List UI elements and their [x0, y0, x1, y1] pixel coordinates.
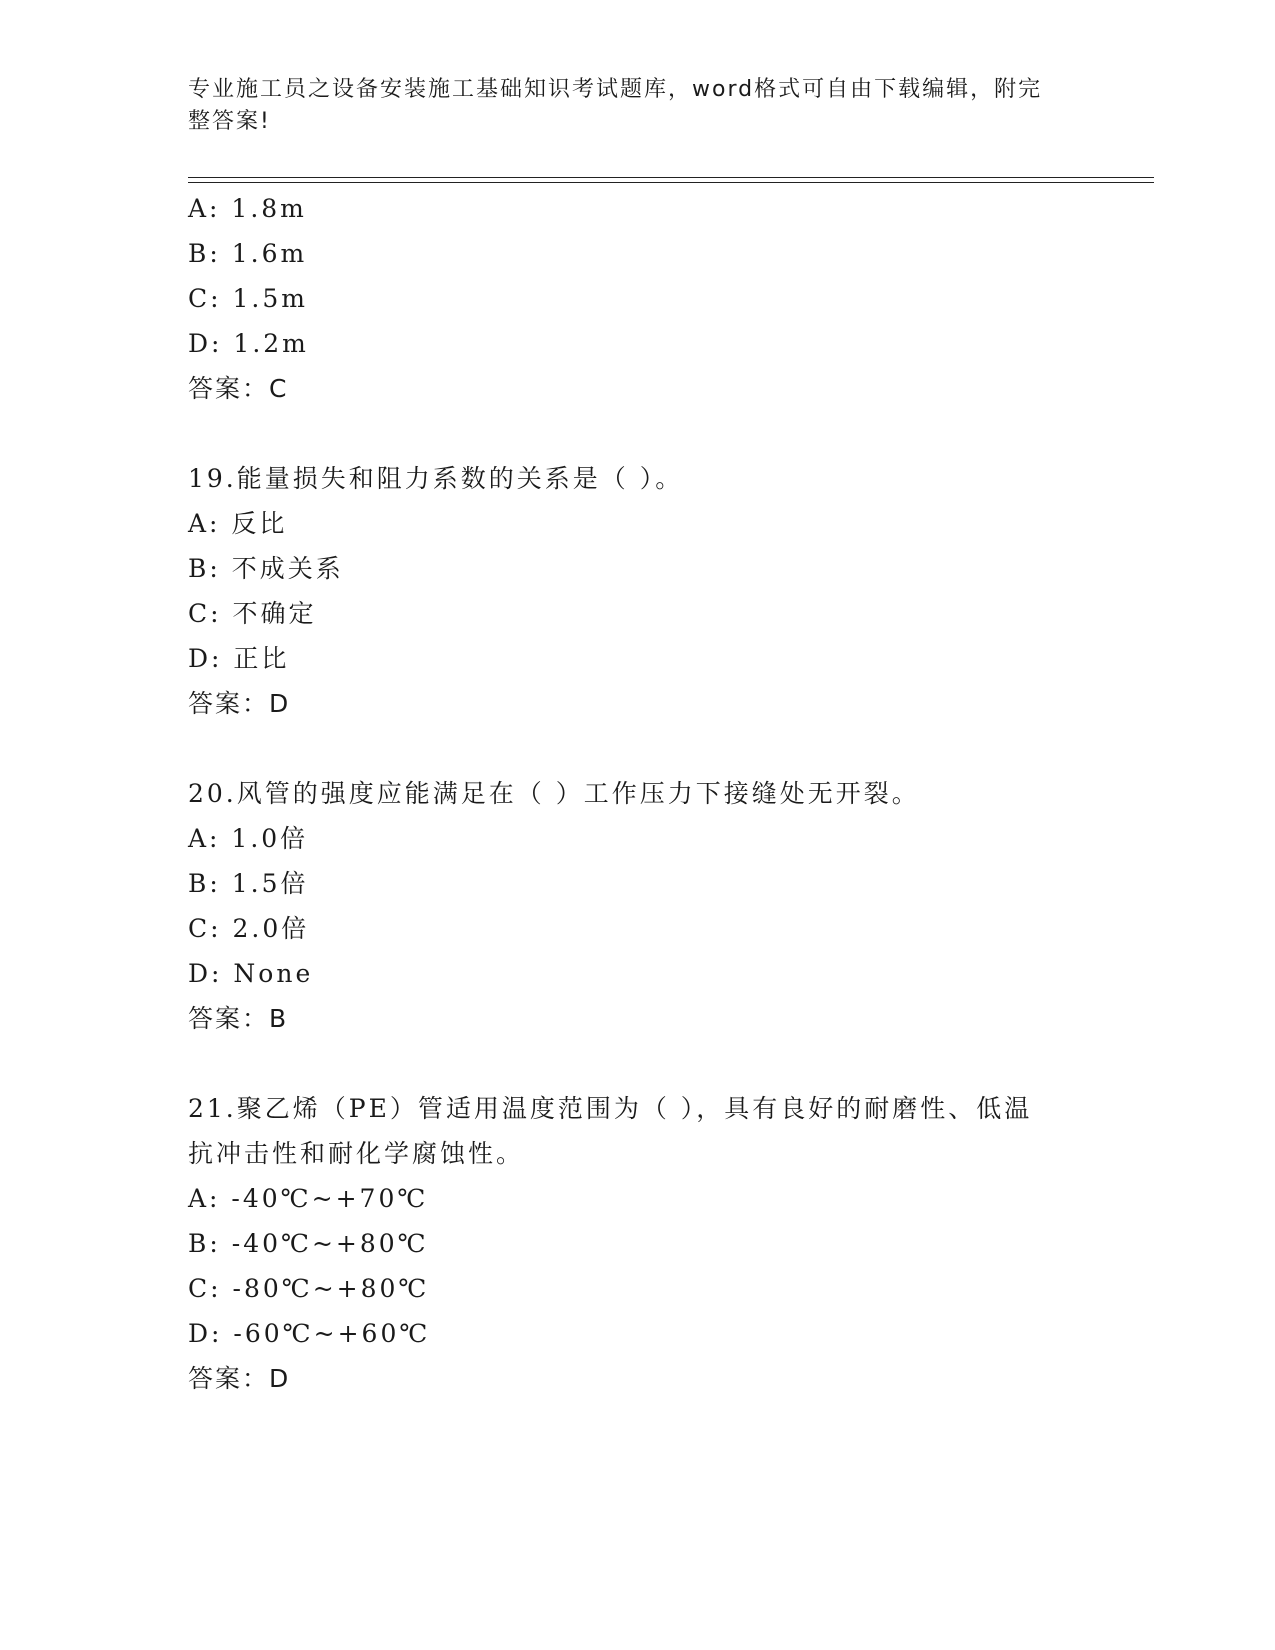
q18-option-c: C: 1.5m	[188, 284, 308, 313]
q19-answer: 答案：D	[188, 689, 291, 718]
q21-option-b: B: -40℃~+80℃	[188, 1229, 429, 1258]
q19-option-b: B: 不成关系	[188, 554, 344, 583]
q20-option-c: C: 2.0倍	[188, 914, 310, 943]
header-divider-bottom	[188, 182, 1154, 183]
q20-answer: 答案：B	[188, 1004, 289, 1033]
q21-option-c: C: -80℃~+80℃	[188, 1274, 430, 1303]
q21-answer: 答案：D	[188, 1364, 291, 1393]
q20-option-d: D: None	[188, 959, 314, 988]
q19-option-c: C: 不确定	[188, 599, 317, 628]
q20-option-a: A: 1.0倍	[188, 824, 309, 853]
header-line-1: 专业施工员之设备安装施工基础知识考试题库，word格式可自由下载编辑，附完	[188, 77, 1043, 102]
q21-option-d: D: -60℃~+60℃	[188, 1319, 431, 1348]
header-line-2: 整答案!	[188, 109, 271, 134]
q19-option-a: A: 反比	[188, 509, 288, 538]
q20-question: 20.风管的强度应能满足在（ ）工作压力下接缝处无开裂。	[188, 779, 920, 808]
q21-option-a: A: -40℃~+70℃	[188, 1184, 429, 1213]
q19-option-d: D: 正比	[188, 644, 290, 673]
q18-option-a: A: 1.8m	[188, 194, 307, 223]
q18-answer: 答案：C	[188, 374, 289, 403]
q18-option-d: D: 1.2m	[188, 329, 309, 358]
q21-question-line-2: 抗冲击性和耐化学腐蚀性。	[188, 1139, 525, 1168]
document-header	[188, 74, 1068, 138]
q20-option-b: B: 1.5倍	[188, 869, 309, 898]
q19-question: 19.能量损失和阻力系数的关系是（ ）。	[188, 464, 684, 493]
header-divider-top	[188, 177, 1154, 178]
q21-question-line-1: 21.聚乙烯（PE）管适用温度范围为（ ），具有良好的耐磨性、低温	[188, 1094, 1033, 1123]
q18-option-b: B: 1.6m	[188, 239, 308, 268]
